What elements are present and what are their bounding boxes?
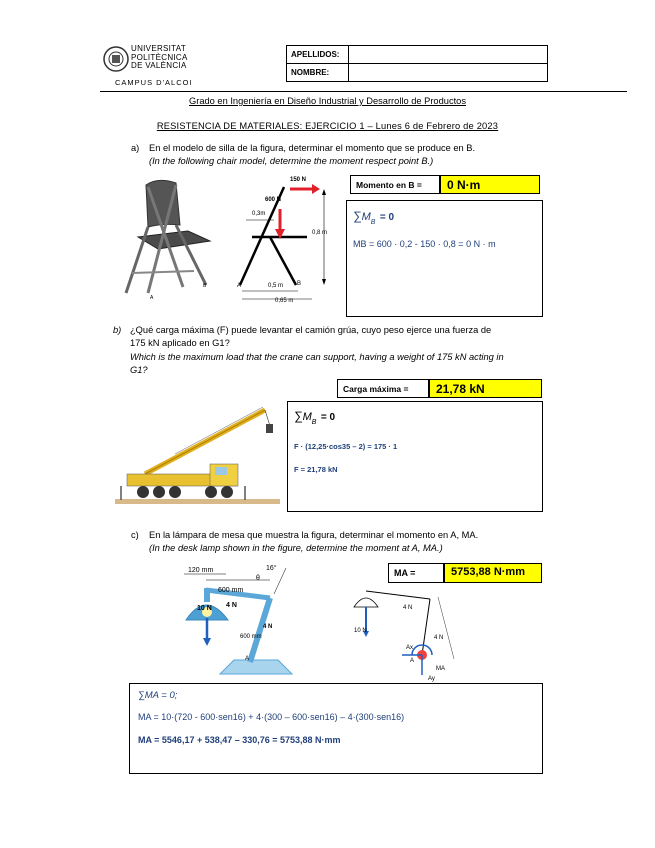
apellidos-field[interactable] [349,46,547,64]
university-name-3: DE VALÈNCIA [131,61,187,70]
lamp-calc-line-2: MA = 5546,17 + 538,47 – 330,76 = 5753,88 N·mm [138,735,341,745]
question-b-text-2: 175 kN aplicado en G1? [130,338,230,348]
student-info-table [286,45,548,82]
answer-a-value: 0 N·m [440,175,540,194]
question-b-text-1: ¿Qué carga máxima (F) puede levantar el camión grúa, cuyo peso ejerce una fuerza de [130,325,492,335]
university-name-1: UNIVERSITAT [131,44,187,53]
desk-lamp-illustration [170,562,305,677]
answer-c-work-box [129,683,543,774]
question-a-label: a) [131,143,140,153]
university-seal-icon [103,45,129,75]
fbd-ax: Ax [406,645,414,651]
dim-03-label: 0,3m [252,211,266,217]
lamp-force-4b: 4 N [263,624,273,630]
crane-calc-line-2: F = 21,78 kN [294,465,338,474]
sum-moment-crane: $\sum M_B = 0$ [294,409,336,427]
fbd-ma: MA [436,666,445,672]
lamp-dim-600: 600 mm [218,587,244,594]
force-150-label: 150 N [290,177,307,183]
dim-08-label: 0,8 m [312,230,328,236]
question-b-label: b) [113,325,122,335]
exam-title: RESISTENCIA DE MATERIALES: EJERCICIO 1 – Lunes 6 de Febrero de 2023 [156,121,499,131]
lamp-dim-600v: 600 mm [240,634,262,640]
answer-b-label: Carga máxima = [337,379,429,398]
fbd-force-10: 10 N [354,628,367,634]
diagram-point-b: B [297,281,302,287]
lamp-theta: θ [256,575,260,582]
sum-moment-b: $\sum M_B = 0$ [353,209,395,227]
answer-b-value: 21,78 kN [429,379,542,398]
university-logo [103,43,203,91]
dim-065-label: 0,65 m [275,298,294,304]
crane-calc-line-1: F · (12,25·cos35 – 2) = 175 · 1 [294,442,398,451]
lamp-force-4a: 4 N [226,602,237,609]
question-a-text: En el modelo de silla de la figura, determinar el momento que se produce en B. [149,143,476,153]
apellidos-label: APELLIDOS: [287,46,349,64]
degree-title: Grado en Ingeniería en Diseño Industrial y Desarrollo de Productos [189,96,466,106]
lamp-calc-line-1: MA = 10·(720 - 600·sen16) + 4·(300 – 600·sen16) – 4·(300·sen16) [138,712,405,722]
header-rule [100,91,627,92]
answer-c-label: MA = [388,563,444,583]
answer-a-label: Momento en B = [350,175,440,194]
chair-illustration [118,175,228,305]
question-c-label: c) [131,530,139,540]
campus-name: CAMPUS D'ALCOI [115,78,193,87]
question-c-text-en: (In the desk lamp shown in the figure, determine the moment at A, MA.) [149,543,443,553]
university-name-2: POLITÈCNICA [131,52,188,62]
nombre-field[interactable] [349,64,547,81]
fbd-force-4a: 4 N [403,605,413,611]
answer-c-value: 5753,88 N·mm [444,563,542,583]
lamp-force-10: 10 N [197,605,212,612]
force-600-label: 600 N [265,197,282,203]
fbd-force-4b: 4 N [434,635,444,641]
chair-point-b: B [203,283,207,289]
fbd-ay: Ay [428,676,435,682]
lamp-point-a: A [245,656,250,662]
question-b-text-en-2: G1? [130,365,148,375]
question-a-text-en: (In the following chair model, determine the moment respect point B.) [149,156,434,166]
sum-moment-a: ∑MA = 0; [138,690,178,701]
lamp-dim-120: 120 mm [188,567,214,574]
chair-point-a: A [150,295,154,301]
moment-b-calc: MB = 600 · 0,2 - 150 · 0,8 = 0 N · m [353,239,496,249]
dim-05-label: 0,5 m [268,283,284,289]
question-c-text: En la lámpara de mesa que muestra la figura, determinar el momento en A, MA. [149,530,479,540]
fbd-a: A [410,658,415,664]
diagram-point-a: A [237,283,242,289]
question-b-text-en-1: Which is the maximum load that the crane can support, having a weight of 175 kN acting in [130,352,504,362]
lamp-angle: 16° [266,565,277,572]
nombre-label: NOMBRE: [287,64,349,81]
answer-a-work-box [346,200,543,317]
crane-truck-illustration [115,404,280,504]
answer-b-work-box [287,401,543,512]
